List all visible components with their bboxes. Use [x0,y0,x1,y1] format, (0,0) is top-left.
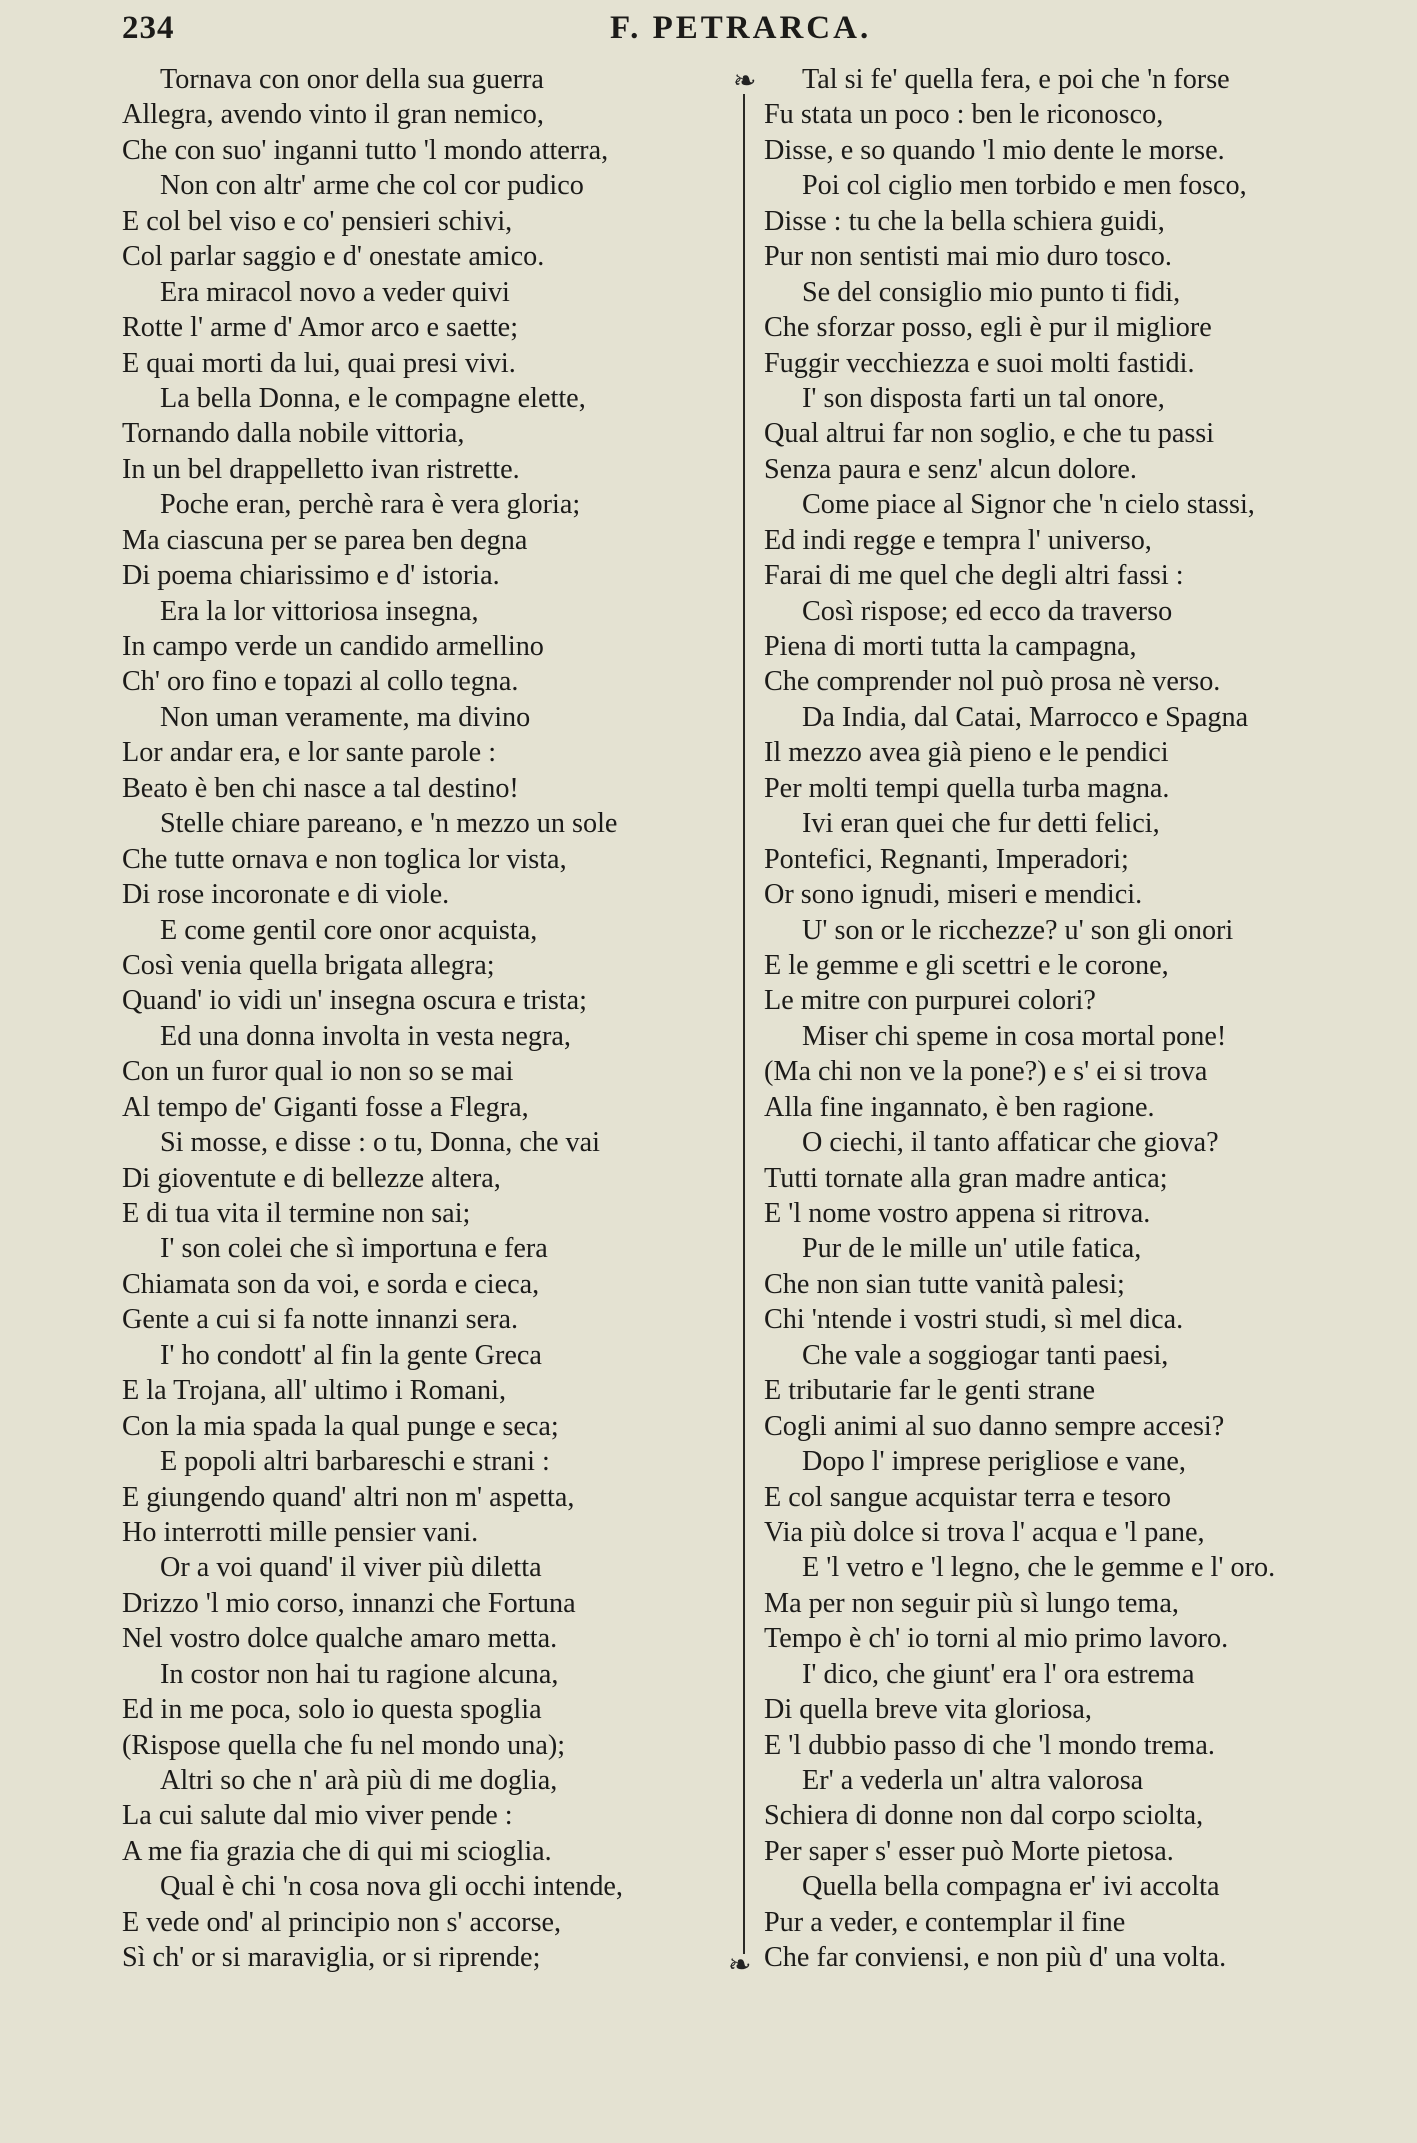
verse-line: Alla fine ingannato, è ben ragione. [764,1091,1155,1123]
verse-line: E come gentil core onor acquista, [160,914,538,946]
verse-line: Che tutte ornava e non toglica lor vista, [122,843,567,875]
page-header [122,10,1322,66]
verse-line: Gente a cui si fa notte innanzi sera. [122,1304,519,1336]
verse-line: E 'l nome vostro appena si ritrova. [764,1198,1151,1229]
verse-line: Tal si fe' quella fera, e poi che 'n forse [802,64,1230,95]
verse-line: Col parlar saggio e d' onestate amico. [122,241,545,273]
fleuron-bottom-icon: ❧ [728,1950,752,1981]
verse-line: Ho interrotti mille pensier vani. [122,1516,479,1548]
verse-line: Disse, e so quando 'l mio dente le morse. [764,134,1225,166]
verse-line: Piena di morti tutta la campagna, [764,631,1137,662]
verse-line: In costor non hai tu ragione alcuna, [160,1658,559,1690]
verse-line: Non uman veramente, ma divino [160,701,531,733]
verse-line: Quand' io vidi un' insegna oscura e trista; [122,985,587,1017]
verse-line: Chi 'ntende i vostri studi, sì mel dica. [764,1304,1184,1336]
verse-line: Via più dolce si trova l' acqua e 'l pane, [764,1516,1205,1548]
verse-line: I' dico, che giunt' era l' ora estrema [802,1658,1195,1690]
verse-line: Tutti tornate alla gran madre antica; [764,1162,1168,1194]
verse-line: Qual è chi 'n cosa nova gli occhi intende, [160,1871,623,1903]
verse-line: Poi col ciglio men torbido e men fosco, [802,170,1247,202]
verse-line: Altri so che n' arà più di me doglia, [160,1765,558,1796]
column-divider [743,94,745,1954]
verse-line: E la Trojana, all' ultimo i Romani, [122,1375,507,1407]
verse-line: Così rispose; ed ecco da traverso [802,595,1173,627]
verse-line: Stelle chiare pareano, e 'n mezzo un sole [160,808,618,840]
verse-line: E di tua vita il termine non sai; [122,1198,471,1229]
verse-line: Dopo l' imprese perigliose e vane, [802,1446,1186,1478]
verse-line: Per molti tempi quella turba magna. [764,772,1170,804]
verse-line: Tornava con onor della sua guerra [160,64,544,95]
verse-line: Con la mia spada la qual punge e seca; [122,1410,559,1442]
fleuron-top-icon: ❧ [733,66,757,97]
verse-line: Disse : tu che la bella schiera guidi, [764,205,1165,237]
verse-line: Qual altrui far non soglio, e che tu passi [764,418,1215,450]
verse-line: Drizzo 'l mio corso, innanzi che Fortuna [122,1587,576,1619]
verse-line: Nel vostro dolce qualche amaro metta. [122,1623,558,1655]
verse-line: Poche eran, perchè rara è vera gloria; [160,489,581,521]
verse-line: Quella bella compagna er' ivi accolta [802,1871,1220,1903]
verse-line: Che sforzar posso, egli è pur il migliore [764,312,1212,344]
verse-line: Che comprender nol può prosa nè verso. [764,666,1221,698]
verse-line: Fu stata un poco : ben le riconosco, [764,99,1164,131]
verse-line: Lor andar era, e lor sante parole : [122,737,497,769]
verse-line: U' son or le ricchezze? u' son gli onori [802,914,1234,946]
verse-line: E tributarie far le genti strane [764,1375,1096,1407]
verse-line: Il mezzo avea già pieno e le pendici [764,737,1169,769]
verse-line: Come piace al Signor che 'n cielo stassi, [802,489,1255,521]
verse-line: Ed una donna involta in vesta negra, [160,1020,571,1052]
verse-line: Di quella breve vita gloriosa, [764,1694,1092,1726]
verse-line: Chiamata son da voi, e sorda e cieca, [122,1268,540,1300]
right-column [764,62,1384,1976]
verse-line: Farai di me quel che degli altri fassi : [764,560,1184,592]
verse-line: Tornando dalla nobile vittoria, [122,418,465,450]
verse-line: (Ma chi non ve la pone?) e s' ei si trova [764,1056,1208,1088]
verse-line: Sì ch' or si maraviglia, or si riprende; [122,1942,541,1974]
verse-line: Che far conviensi, e non più d' una volta. [764,1942,1227,1974]
verse-line: Or a voi quand' il viver più diletta [160,1552,542,1584]
verse-line: Ivi eran quei che fur detti felici, [802,808,1160,840]
verse-line: I' son disposta farti un tal onore, [802,382,1165,414]
verse-line: E 'l dubbio passo di che 'l mondo trema. [764,1729,1215,1761]
verse-line: Tempo è ch' io torni al mio primo lavoro. [764,1623,1229,1655]
running-head: F. PETRARCA. [610,10,872,46]
verse-line: Che con suo' inganni tutto 'l mondo atterra, [122,134,609,166]
verse-line: Allegra, avendo vinto il gran nemico, [122,99,544,131]
verse-line: Ma ciascuna per se parea ben degna [122,524,528,556]
verse-line: O ciechi, il tanto affaticar che giova? [802,1127,1219,1159]
verse-line: Pur de le mille un' utile fatica, [802,1233,1142,1265]
left-column [122,62,742,1976]
verse-line: E vede ond' al principio non s' accorse, [122,1906,562,1938]
verse-line: Schiera di donne non dal corpo sciolta, [764,1800,1204,1832]
verse-line: Pur non sentisti mai mio duro tosco. [764,241,1172,273]
verse-line: Che non sian tutte vanità palesi; [764,1268,1125,1300]
verse-line: Da India, dal Catai, Marrocco e Spagna [802,701,1249,733]
verse-line: Le mitre con purpurei colori? [764,985,1096,1017]
verse-line: Non con altr' arme che col cor pudico [160,170,584,202]
verse-line: E giungendo quand' altri non m' aspetta, [122,1481,575,1513]
verse-line: Fuggir vecchiezza e suoi molti fastidi. [764,347,1195,379]
verse-line: E 'l vetro e 'l legno, che le gemme e l' oro. [802,1552,1276,1584]
verse-line: Era la lor vittoriosa insegna, [160,595,479,627]
verse-line: I' ho condott' al fin la gente Greca [160,1339,542,1371]
verse-line: Ed indi regge e tempra l' universo, [764,524,1152,556]
verse-line: Beato è ben chi nasce a tal destino! [122,772,519,804]
verse-line: Ch' oro fino e topazi al collo tegna. [122,666,519,698]
verse-line: Che vale a soggiogar tanti paesi, [802,1339,1169,1371]
page-number: 234 [122,10,175,46]
verse-line: Per saper s' esser può Morte pietosa. [764,1835,1174,1867]
verse-line: Pontefici, Regnanti, Imperadori; [764,843,1129,875]
verse-line: Di rose incoronate e di viole. [122,879,450,911]
verse-line: E popoli altri barbareschi e strani : [160,1446,550,1478]
verse-line: Era miracol novo a veder quivi [160,276,510,308]
verse-line: Di gioventute e di bellezze altera, [122,1162,501,1194]
verse-line: Senza paura e senz' alcun dolore. [764,453,1137,485]
verse-line: E col bel viso e co' pensieri schivi, [122,205,513,237]
verse-line: E col sangue acquistar terra e tesoro [764,1481,1171,1513]
verse-line: In campo verde un candido armellino [122,631,544,662]
verse-line: Cogli animi al suo danno sempre accesi? [764,1410,1225,1442]
verse-line: Al tempo de' Giganti fosse a Flegra, [122,1091,529,1123]
verse-line: Si mosse, e disse : o tu, Donna, che vai [160,1127,600,1159]
verse-line: La bella Donna, e le compagne elette, [160,382,586,414]
verse-line: Pur a veder, e contemplar il fine [764,1906,1126,1938]
verse-line: Così venia quella brigata allegra; [122,949,495,981]
verse-line: La cui salute dal mio viver pende : [122,1800,513,1832]
verse-line: (Rispose quella che fu nel mondo una); [122,1729,566,1761]
verse-line: Se del consiglio mio punto ti fidi, [802,276,1181,308]
verse-line: E quai morti da lui, quai presi vivi. [122,347,516,379]
verse-line: I' son colei che sì importuna e fera [160,1233,548,1265]
verse-line: Ed in me poca, solo io questa spoglia [122,1694,542,1726]
verse-line: Rotte l' arme d' Amor arco e saette; [122,312,519,344]
verse-line: Ma per non seguir più sì lungo tema, [764,1587,1179,1619]
verse-line: E le gemme e gli scettri e le corone, [764,949,1169,981]
verse-line: Di poema chiarissimo e d' istoria. [122,560,500,592]
verse-line: In un bel drappelletto ivan ristrette. [122,453,520,485]
verse-line: Con un furor qual io non so se mai [122,1056,514,1088]
verse-line: Miser chi speme in cosa mortal pone! [802,1020,1227,1052]
verse-line: A me fia grazia che di qui mi scioglia. [122,1835,552,1867]
verse-line: Or sono ignudi, miseri e mendici. [764,879,1143,911]
verse-line: Er' a vederla un' altra valorosa [802,1765,1144,1796]
